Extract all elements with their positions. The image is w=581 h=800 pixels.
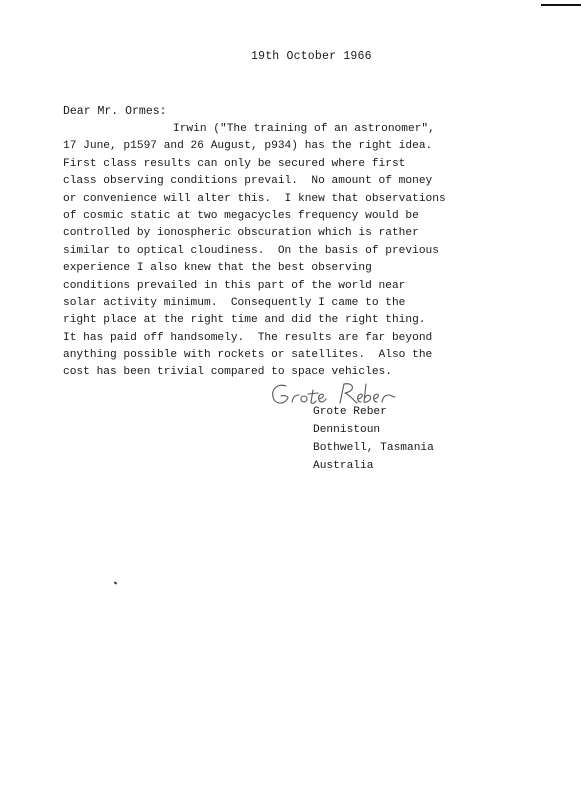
body-line: or convenience will alter this. I knew that observations — [63, 192, 446, 205]
body-line: similar to optical cloudiness. On the basis of previous — [63, 244, 439, 257]
salutation: Dear Mr. Ormes: — [63, 105, 167, 118]
body-line: right place at the right time and did the right thing. — [63, 314, 426, 327]
scan-speck — [114, 581, 118, 584]
address-line: Australia — [313, 460, 374, 472]
body-line: class observing conditions prevail. No amount of money — [63, 175, 433, 188]
body-line: experience I also knew that the best observing — [63, 262, 372, 275]
body-line: 17 June, p1597 and 26 August, p934) has the right idea. — [63, 140, 433, 153]
signature-block — [313, 403, 434, 475]
letter-date: 19th October 1966 — [251, 50, 372, 63]
body-line: It has paid off handsomely. The results are far beyond — [63, 331, 433, 344]
address-line: Bothwell, Tasmania — [313, 442, 434, 454]
body-line: cost has been trivial compared to space vehicles. — [63, 366, 392, 379]
body-line: solar activity minimum. Consequently I came to the — [63, 296, 406, 309]
letter-body — [63, 121, 533, 382]
body-line: anything possible with rockets or satellites. Also the — [63, 349, 433, 362]
signatory-name: Grote Reber — [313, 406, 387, 418]
body-line: Irwin ("The training of an astronomer", — [173, 123, 435, 135]
corner-mark — [541, 4, 581, 6]
body-line: controlled by ionospheric obscuration which is rather — [63, 227, 419, 240]
address-line: Dennistoun — [313, 424, 381, 436]
body-line: First class results can only be secured where first — [63, 157, 406, 170]
body-line: of cosmic static at two megacycles frequency would be — [63, 209, 419, 222]
body-line: conditions prevailed in this part of the world near — [63, 279, 406, 292]
